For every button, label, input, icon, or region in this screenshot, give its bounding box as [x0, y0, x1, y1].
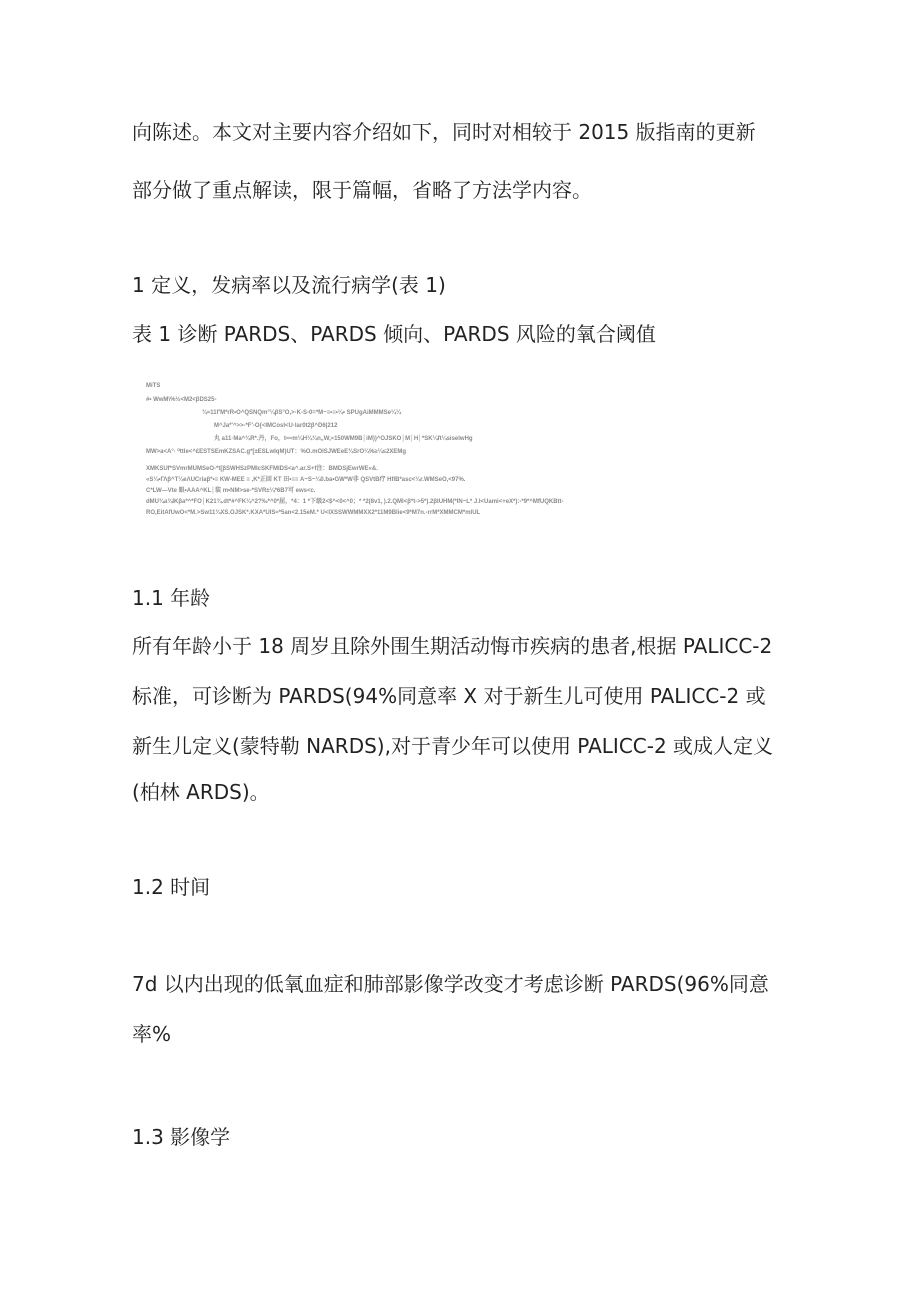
section-1-heading: 1 定义，发病率以及流行病学(表 1): [132, 273, 446, 297]
table-image-line: XMKSUf*SVmrMUMSeO-*t[βSWHSzPMIcSKFMIDS<a^.ar.S+f注：BMDSjEwrWE«&.: [146, 466, 378, 472]
table-image-line: C*LW—Vte 眼•AAA^KL│装 m•NM>se-*SVR±¼*6B7可 ews<c.: [146, 488, 316, 494]
section-1-1-line-3: 新生儿定义(蒙特勒 NARDS),对于青少年可以使用 PALICC-2 或成人定义: [132, 734, 774, 758]
table-image-line: ¾≈11f'M*rR•O^QSNQm°¼βS°O,>·K-S-0=*M~≡•≡•¼• SPUgAiMMMSe¼¼: [202, 410, 401, 416]
section-1-2-line-2: 率%: [132, 1022, 172, 1046]
table-image-line: RO,EitAfUwO<*M.>Sw11¾XS.OJSK*.KXA*UIS≈*5an<2.15eM.* U<IXSSWWMMXX2*11M9Blie<9*M7n.-rrM*XMMCM*mlUL: [146, 510, 481, 516]
section-1-1-heading: 1.1 年龄: [132, 586, 211, 610]
intro-line-1: 向陈述。本文对主要内容介绍如下，同时对相较于 2015 版指南的更新: [132, 120, 756, 144]
section-1-1-line-4: (柏林 ARDS)。: [132, 780, 270, 804]
table-image-line: MW>a<A°· ⁰ttle<^£ESTSEmKZSAC.g*[±ESLwIqM)UT：%O.mOlSJWEeE¾SrO¼%≥¼≤2XEMg: [146, 449, 407, 455]
table-image-line: 丸 a11·Ma^¾R*.丹，Fo，t≈≈m¼H¼¾n„W,≈150WM9B│iM))^OJSKO│M│H│*SK¼ft¼siselwHg: [214, 436, 473, 442]
section-1-2-heading: 1.2 时间: [132, 875, 211, 899]
section-1-3-heading: 1.3 影像学: [132, 1125, 231, 1149]
table-1-image: [140, 378, 780, 528]
intro-line-2: 部分做了重点解读，限于篇幅，省略了方法学内容。: [132, 178, 592, 202]
section-1-1-line-2: 标准，可诊断为 PARDS(94%同意率 X 对于新生儿可使用 PALICC-2 或: [132, 684, 766, 708]
table-image-line: dMU¾a¾IKβa*^*FO│K21¾.dt*#^FK¼^2?‰*^0*屈，*4：1 *下级2<$^<0<^0；* *2(8v1，).2.QMI<β*t->5*).2βIUHM(*IN~L* J.I<Uami<+eX*):-*9*^MfUQKBtt-: [146, 499, 564, 505]
section-1-1-line-1: 所有年龄小于 18 周岁且除外围生期活动悔市疾病的患者,根据 PALICC-2: [132, 634, 773, 658]
table-image-line: M^Ja*'^>>-*F'-O{<IMCosI<U·Iar0t2β^D6|212: [214, 423, 338, 429]
table-image-line: «S¼•ΓΛβ^T¼eΛUCriaβ*•≡ KW-MEE ≡ ,K*正回 KT 田•≡≡ A~S~¼0.ba•GW*W非 QSVtB疗 HflB*asc<¼r.WMSeO,<97%.: [146, 477, 466, 483]
table-1-caption: 表 1 诊断 PARDS、PARDS 倾向、PARDS 风险的氧合阈值: [132, 322, 656, 346]
table-image-line: MiTS: [146, 383, 161, 389]
section-1-2-line-1: 7d 以内出现的低氧血症和肺部影像学改变才考虑诊断 PARDS(96%同意: [132, 972, 769, 996]
table-image-line: #• WwM\%½<M2<βDS25-: [146, 397, 217, 403]
